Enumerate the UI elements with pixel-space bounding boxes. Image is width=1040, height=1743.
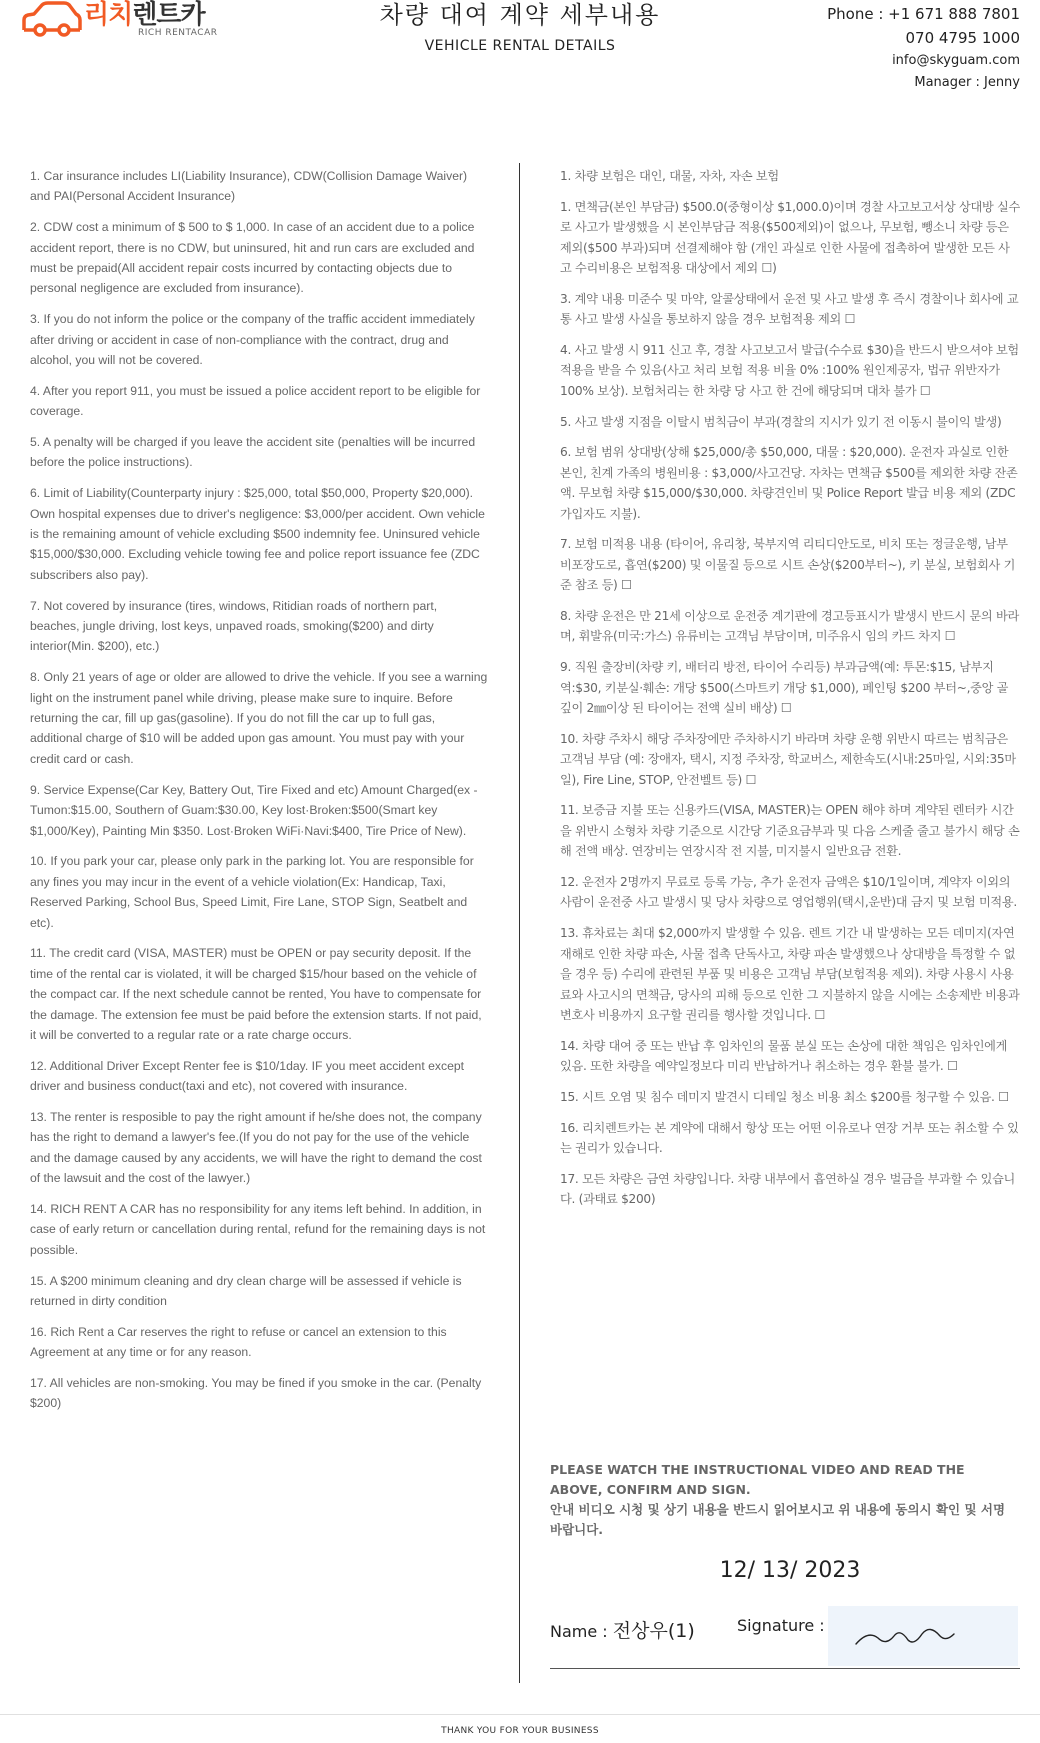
term-en-9: 9. Service Expense(Car Key, Battery Out, Tire Fixed and etc) Amount Charged(ex - Tumon:$15.00, Southern of Guam:$30.00, Key lost·Broken:$500(Smart key $1,000/Key), Painting Min $350. Lost·Broken WiFi·Navi:$400, Tire Price of New). xyxy=(30,782,478,838)
signature-label: Signature : xyxy=(737,1616,825,1635)
signature-underline xyxy=(550,1668,1020,1669)
sign-notice xyxy=(550,1460,1020,1540)
term-en-14: 14. RICH RENT A CAR has no responsibility for any items left behind. In addition, in case of early return or cancellation during rental, refund for the remaining days is not possible. xyxy=(30,1201,486,1257)
page-title-ko: 차량 대여 계약 세부내용 xyxy=(379,1,661,29)
term-en-1: 1. Car insurance includes LI(Liability Insurance), CDW(Collision Damage Waiver) and PAI(Personal Accident Insurance) xyxy=(30,169,468,204)
term-ko-13: 13. 휴차료는 최대 $2,000까지 발생할 수 있음. 렌트 기간 내 발생하는 모든 데미지(자연재해로 인한 차량 파손, 사물 접촉 단독사고, 차량 파손 발생했으나 상대방을 특정할 수 없을 경우 등) 수리에 관련된 부품 및 비용은 고객님 부담(보험적용 제외). 차량 사용시 사용료와 사고시의 면책금, 당사의 피해 등으로 인한 그 지불하지 않을 시에는 소송제반 비용과 변호사 비용까지 요구할 권리를 행사할 것입니다. ☐ xyxy=(560,926,1020,1022)
term-ko-11: 11. 보증금 지불 또는 신용카드(VISA, MASTER)는 OPEN 해야 하며 계약된 렌터카 시간을 위반시 소형차 차량 기준으로 시간당 기준요금부과 및 다음 스케줄 줄고 불가시 해당 손해 전액 배상. 연장비는 연장시작 전 지불, 미지불시 일반요금 전환. xyxy=(560,803,1020,859)
signature-scribble-icon xyxy=(828,1606,1018,1666)
term-ko-1: 1. 차량 보험은 대인, 대물, 자차, 자손 보험 xyxy=(560,169,779,183)
term-ko-15: 15. 시트 오염 및 침수 데미지 발견시 디테일 청소 비용 최소 $200를 청구할 수 있음. ☐ xyxy=(560,1089,1009,1104)
term-ko-8: 8. 차량 운전은 만 21세 이상으로 운전중 계기판에 경고등표시가 발생시 반드시 문의 바라며, 휘발유(미국:가스) 유류비는 고객님 부담이며, 미주유시 임의 카드 차지 ☐ xyxy=(560,609,1019,644)
term-en-4: 4. After you report 911, you must be issued a police accident report to be eligible for coverage. xyxy=(30,383,481,419)
term-ko-6: 6. 보험 범위 상대방(상해 $25,000/총 $50,000, 대물 : $20,000). 운전자 과실로 인한 본인, 친계 가족의 병원비용 : $3,000/사고건당. 자차는 면책금 $500를 제외한 차량 잔존액. 무보험 차량 $15,000/$30,000. 차량견인비 및 Police Report 발급 비용 제외 (ZDC 가입자도 지불). xyxy=(560,445,1018,521)
term-ko-7: 7. 보험 미적용 내용 (타이어, 유리창, 북부지역 리티디안도로, 비치 또는 정글운행, 남부 비포장도로, 흡연($200) 및 이물질 등으로 시트 손상($200부터~), 키 분실, 보험회사 기준 참조 등) ☐ xyxy=(560,537,1016,593)
signature-field[interactable] xyxy=(828,1606,1018,1666)
term-ko-2: 1. 면책금(본인 부담금) $500.0(중형이상 $1,000.0)이며 경찰 사고보고서상 상대방 실수로 사고가 발생했을 시 본인부담금 적용($500제외)이 없으나, 무보험, 뺑소니 차량 등은 제외($500 부과)되며 선결제해야 함 (개인 과실로 인한 사물에 접촉하여 발생한 모든 사고 수리비용은 보험적용 대상에서 제외 ☐) xyxy=(560,199,1020,276)
page-title-en: VEHICLE RENTAL DETAILS xyxy=(424,38,616,54)
name-label: Name : xyxy=(550,1622,613,1641)
term-en-17: 17. All vehicles are non-smoking. You may be fined if you smoke in the car. (Penalty $200) xyxy=(30,1375,482,1411)
contact-info xyxy=(827,2,1020,94)
name-value: 전상우(1) xyxy=(612,1620,695,1642)
term-en-16: 16. Rich Rent a Car reserves the right to refuse or cancel an extension to this Agreement at any time or for any reason. xyxy=(30,1324,447,1360)
term-en-13: 13. The renter is resposible to pay the right amount if he/she does not, the company has the right to demand a lawyer's fee.(If you do not pay for the use of the vehicle and the damage caused by any accidents, we will have the right to demand the cost of the lawsuit and the cost of the lawyer.) xyxy=(30,1109,482,1186)
term-en-10: 10. If you park your car, please only park in the parking lot. You are responsible for any fines you may incur in the event of a vehicle violation(Ex: Handicap, Taxi, Reserved Parking, School Bus, Speed Limit, Fire Lane, STOP Sign, Seatbelt and etc). xyxy=(30,854,474,930)
terms-english xyxy=(30,166,488,1424)
column-divider xyxy=(519,163,520,1683)
logo-wordmark-en: RICH RENTACAR xyxy=(138,28,218,38)
footer-text: THANK YOU FOR YOUR BUSINESS xyxy=(441,1726,599,1736)
term-ko-10: 10. 차량 주차시 해당 주차장에만 주차하시기 바라며 차량 운행 위반시 따르는 범칙금은 고객님 부담 (예: 장애자, 택시, 지정 주차장, 학교버스, 제한속도(시내:25마일, 시외:35마일), Fire Line, STOP, 안전벨트 등) ☐ xyxy=(560,731,1016,787)
sign-notice-ko: 안내 비디오 시청 및 상기 내용을 반드시 읽어보시고 위 내용에 동의시 확인 및 서명 바랍니다. xyxy=(550,1502,1006,1537)
term-en-11: 11. The credit card (VISA, MASTER) must be OPEN or pay security deposit. If the time of the rental car is violated, it will be charged $15/hour based on the vehicle of the compact car. If the next schedule cannot be rented, You have to compensate for the damage. The extension fee must be paid before the extension starts. If not paid, it will be converted to a regular rate or a rate charge occurs. xyxy=(30,946,482,1042)
term-en-2: 2. CDW cost a minimum of $ 500 to $ 1,000. In case of an accident due to a police accident report, there is no CDW, but uninsured, hit and run cars are excluded and must be prepaid(All accident repair costs incurred by contacting objects due to personal negligence are excluded from insurance). xyxy=(30,220,475,296)
logo-wordmark-ko: 리치렌트카 xyxy=(84,0,205,30)
renter-name xyxy=(550,1616,695,1643)
term-ko-12: 12. 운전자 2명까지 무료로 등록 가능, 추가 운전자 금액은 $10/1일이며, 계약자 이외의 사람이 운전중 사고 발생시 및 당사 차량으로 영업행위(택시,운반)대 금지 및 보험 미적용. xyxy=(560,875,1017,910)
term-en-15: 15. A $200 minimum cleaning and dry clean charge will be assessed if vehicle is returned in dirty condition xyxy=(30,1273,462,1308)
term-en-3: 3. If you do not inform the police or the company of the traffic accident immediately after driving or accident in case of non-compliance with the contract, drug and alcohol, you will not be covered. xyxy=(30,312,475,368)
term-ko-14: 14. 차량 대여 중 또는 반납 후 임차인의 물품 분실 또는 손상에 대한 책임은 임차인에게 있음. 또한 차량을 예약일정보다 미리 반납하거나 취소하는 경우 환불 불가. ☐ xyxy=(560,1038,1008,1074)
phone-number: Phone : +1 671 888 7801 xyxy=(827,5,1020,23)
term-en-12: 12. Additional Driver Except Renter fee is $10/1day. IF you meet accident except driver and business conduct(taxi and etc), not covered with insurance. xyxy=(30,1058,465,1094)
terms-korean xyxy=(560,166,1020,1220)
term-en-5: 5. A penalty will be charged if you leave the accident site (penalties will be incurred before the police instructions). xyxy=(30,435,476,470)
term-ko-3: 3. 계약 내용 미준수 및 마약, 알콜상태에서 운전 및 사고 발생 후 즉시 경찰이나 회사에 교통 사고 발생 사실을 통보하지 않을 경우 보험적용 제외 ☐ xyxy=(560,291,1019,327)
contract-date: 12/ 13/ 2023 xyxy=(719,1558,861,1583)
footer-divider xyxy=(0,1714,1040,1715)
phone-number-secondary: 070 4795 1000 xyxy=(905,29,1020,47)
term-ko-17: 17. 모든 차량은 금연 차량입니다. 차량 내부에서 흡연하실 경우 벌금을 부과할 수 있습니다. (과태료 $200) xyxy=(560,1171,1016,1207)
email-address: info@skyguam.com xyxy=(892,53,1020,68)
term-ko-9: 9. 직원 출장비(차량 키, 배터리 방전, 타이어 수리등) 부과금액(예: 투몬:$15, 남부지역:$30, 키분실·훼손: 개당 $500(스마트키 개당 $1,000), 페인팅 $200 부터~,중앙 골 깊이 2㎜이상 된 타이어는 전액 실비 배상) ☐ xyxy=(560,660,1009,716)
manager-name: Manager : Jenny xyxy=(914,75,1020,90)
term-ko-4: 4. 사고 발생 시 911 신고 후, 경찰 사고보고서 발급(수수료 $30)을 반드시 받으셔야 보험 적용을 받을 수 있음(사고 처리 보험 적용 비율 0% :100% 원인제공자, 법규 위반자가 100% 보상). 보험처리는 한 차량 당 사고 한 건에 해당되며 대차 불가 ☐ xyxy=(560,343,1019,398)
term-en-8: 8. Only 21 years of age or older are allowed to drive the vehicle. If you see a warning light on the instrument panel while driving, please make sure to inquire. Before returning the car, fill up gas(gasoline). If you do not fill the car up to full gas, additional charge of $10 will be added upon gas amount. You must pay with your credit card or cash. xyxy=(30,670,488,766)
term-ko-5: 5. 사고 발생 지점을 이탈시 범칙금이 부과(경찰의 지시가 있기 전 이동시 불이익 발생) xyxy=(560,414,1002,429)
term-ko-16: 16. 리치렌트카는 본 계약에 대해서 항상 또는 어떤 이유로나 연장 거부 또는 취소할 수 있는 권리가 있습니다. xyxy=(560,1120,1019,1156)
term-en-6: 6. Limit of Liability(Counterparty injury : $25,000, total $50,000, Property $20,000). Own hospital expenses due to driver's negligence: $3,000/per accident. Own vehicle is the remaining amount of vehicle excluding $500 indemnity fee. Uninsured vehicle $15,000/$30,000. Excluding vehicle towing fee and police report issuance fee (ZDC subscribers also pay). xyxy=(30,486,485,582)
sign-notice-en: PLEASE WATCH THE INSTRUCTIONAL VIDEO AND READ THE ABOVE, CONFIRM AND SIGN. xyxy=(550,1462,965,1497)
term-en-7: 7. Not covered by insurance (tires, windows, Ritidian roads of northern part, beaches, jungle driving, lost keys, unpaved roads, smoking($200) and dirty interior(Min. $200), etc.) xyxy=(30,598,438,654)
